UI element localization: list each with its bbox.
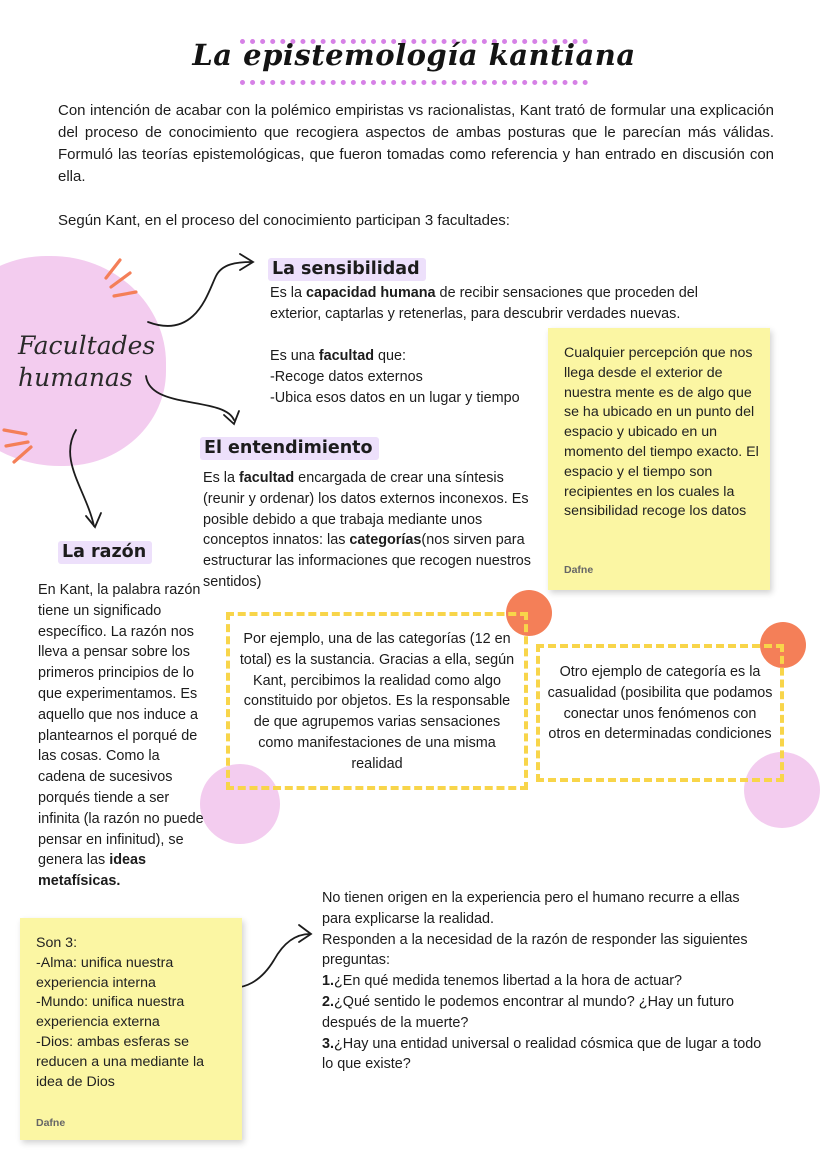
- razon-section: [58, 541, 152, 564]
- sensibilidad-heading: La sensibilidad: [268, 258, 426, 281]
- razon-p-bold: ideas metafísicas.: [38, 852, 147, 890]
- arrow-head-2: [224, 411, 239, 424]
- note-sensibilidad-text: Cualquier percepción que nos llega desde el exterior de nuestra mente es de algo que se ha ubicado en un punto del espacio y ubicado en un momento del tiempo exacto. El espacio y el tiempo son recipientes en los cuales la sensibilidad recoge los datos: [564, 345, 759, 520]
- example-box-sustancia: [226, 612, 528, 790]
- facultades-label-line2: humanas: [18, 363, 133, 392]
- ideas-p2: Responden a la necesidad de la razón de responder las siguientes preguntas:: [322, 931, 748, 969]
- orange-spark-top: [106, 260, 136, 296]
- razon-heading: La razón: [58, 541, 152, 564]
- ideas-question-1: [322, 971, 762, 992]
- ideas-question-2: [322, 992, 762, 1034]
- sensibilidad-definition: [270, 283, 720, 325]
- note-razon: [20, 918, 242, 1140]
- note-razon-author: Dafne: [36, 1117, 66, 1129]
- sensibilidad-fac-bold: facultad: [318, 348, 374, 364]
- example-box-casualidad: [536, 644, 784, 782]
- sensibilidad-def-bold: capacidad humana: [306, 285, 436, 301]
- entendimiento-p-post: (nos sirven para estructurar las informaciones que recogen nuestros sentidos): [203, 532, 531, 590]
- note-sensibilidad: [548, 328, 770, 590]
- facultades-label: [18, 330, 155, 394]
- ideas-question-3: [322, 1034, 762, 1076]
- example-casualidad-text: Otro ejemplo de categoría es la casualidad (posibilita que podamos conectar unos fenómenos con otros en determinadas condiciones: [547, 664, 773, 743]
- ideas-q3-num: 3.: [322, 1035, 335, 1052]
- ideas-q2-num: 2.: [322, 993, 335, 1010]
- entendimiento-p-bold1: facultad: [239, 470, 295, 486]
- sensibilidad-def-pre: Es la: [270, 285, 306, 301]
- ideas-q1-num: 1.: [322, 973, 335, 990]
- intro-paragraph: Con intención de acabar con la polémico empiristas vs racionalistas, Kant trató de formular una explicación del proceso de conocimiento que recogiera aspectos de ambas posturas que le parecían más válidas. Formuló las teorías epistemológicas, que fueron tomadas como referencia y han entrado en discusión con ella.: [58, 102, 774, 185]
- sensibilidad-def-post: de recibir sensaciones que proceden del exterior, captarlas y retenerlas, para descubrir verdades nuevas.: [270, 285, 698, 322]
- ideas-q3-text: ¿Hay una entidad universal o realidad cósmica que de lugar a todo lo que existe?: [322, 1035, 762, 1073]
- ideas-q1-text: ¿En qué medida tenemos libertad a la hora de actuar?: [334, 973, 683, 990]
- title-dots-bottom: [240, 80, 588, 85]
- note-razon-text: Son 3: -Alma: unifica nuestra experiencia interna -Mundo: unifica nuestra experiencia externa -Dios: ambas esferas se reducen a una mediante la idea de Dios: [36, 935, 205, 1090]
- ideas-paragraph: [322, 888, 762, 1075]
- arrow-to-sensibilidad: [148, 262, 252, 326]
- sensibilidad-fac-pre: Es una: [270, 348, 319, 364]
- sensibilidad-facultad-line: [270, 346, 550, 367]
- entendimiento-p-bold2: categorías: [349, 532, 422, 549]
- example-sustancia-text: Por ejemplo, una de las categorías (12 en total) es la sustancia. Gracias a ella, según Kant, percibimos la realidad como algo constituido por objetos. Es la responsable de que agrupemos varias sensaciones como manifestaciones de una misma realidad: [239, 631, 515, 772]
- ideas-p1: No tienen origen en la experiencia pero el humano recurre a ellas para explicarse la realidad.: [322, 890, 740, 927]
- sensibilidad-item-2: -Ubica esos datos en un lugar y tiempo: [270, 389, 520, 406]
- entendimiento-p-pre: Es la: [203, 470, 239, 486]
- arrow-head-3: [86, 513, 101, 527]
- ideas-q2-text: ¿Qué sentido le podemos encontrar al mundo? ¿Hay un futuro después de la muerte?: [322, 993, 734, 1031]
- entendimiento-p-mid: encargada de crear una síntesis (reunir y ordenar) los datos externos inconexos. Es posible debido a que trabaja mediante unos conceptos innatos: las: [203, 470, 529, 549]
- sensibilidad-fac-post: que:: [374, 348, 407, 364]
- entendimiento-paragraph: [203, 468, 545, 593]
- sensibilidad-facultad: [270, 346, 550, 408]
- arrow-to-entendimiento: [146, 376, 234, 420]
- orange-spark-bottom: [4, 430, 31, 462]
- note-sensibilidad-author: Dafne: [564, 564, 594, 576]
- facultades-intro: Según Kant, en el proceso del conocimiento participan 3 facultades:: [58, 212, 510, 229]
- facultades-label-line1: Facultades: [18, 331, 156, 360]
- arrow-to-razon: [70, 430, 94, 526]
- entendimiento-section: [200, 437, 379, 460]
- sensibilidad-section: [268, 258, 728, 281]
- sensibilidad-item-1: -Recoge datos externos: [270, 368, 423, 385]
- razon-paragraph: [38, 580, 204, 892]
- page-title: La epistemología kantiana: [192, 38, 636, 72]
- entendimiento-heading: El entendimiento: [200, 437, 379, 460]
- razon-p-pre: En Kant, la palabra razón tiene un significado específico. La razón nos lleva a pensar sobre los primeros principios de lo que experimentamos. Es aquello que nos induce a plantearnos el porqué de las cosas. Como la cadena de sucesivos porqués tiende a ser infinita (la razón no puede pensar en infinitud), se genera las: [38, 582, 204, 869]
